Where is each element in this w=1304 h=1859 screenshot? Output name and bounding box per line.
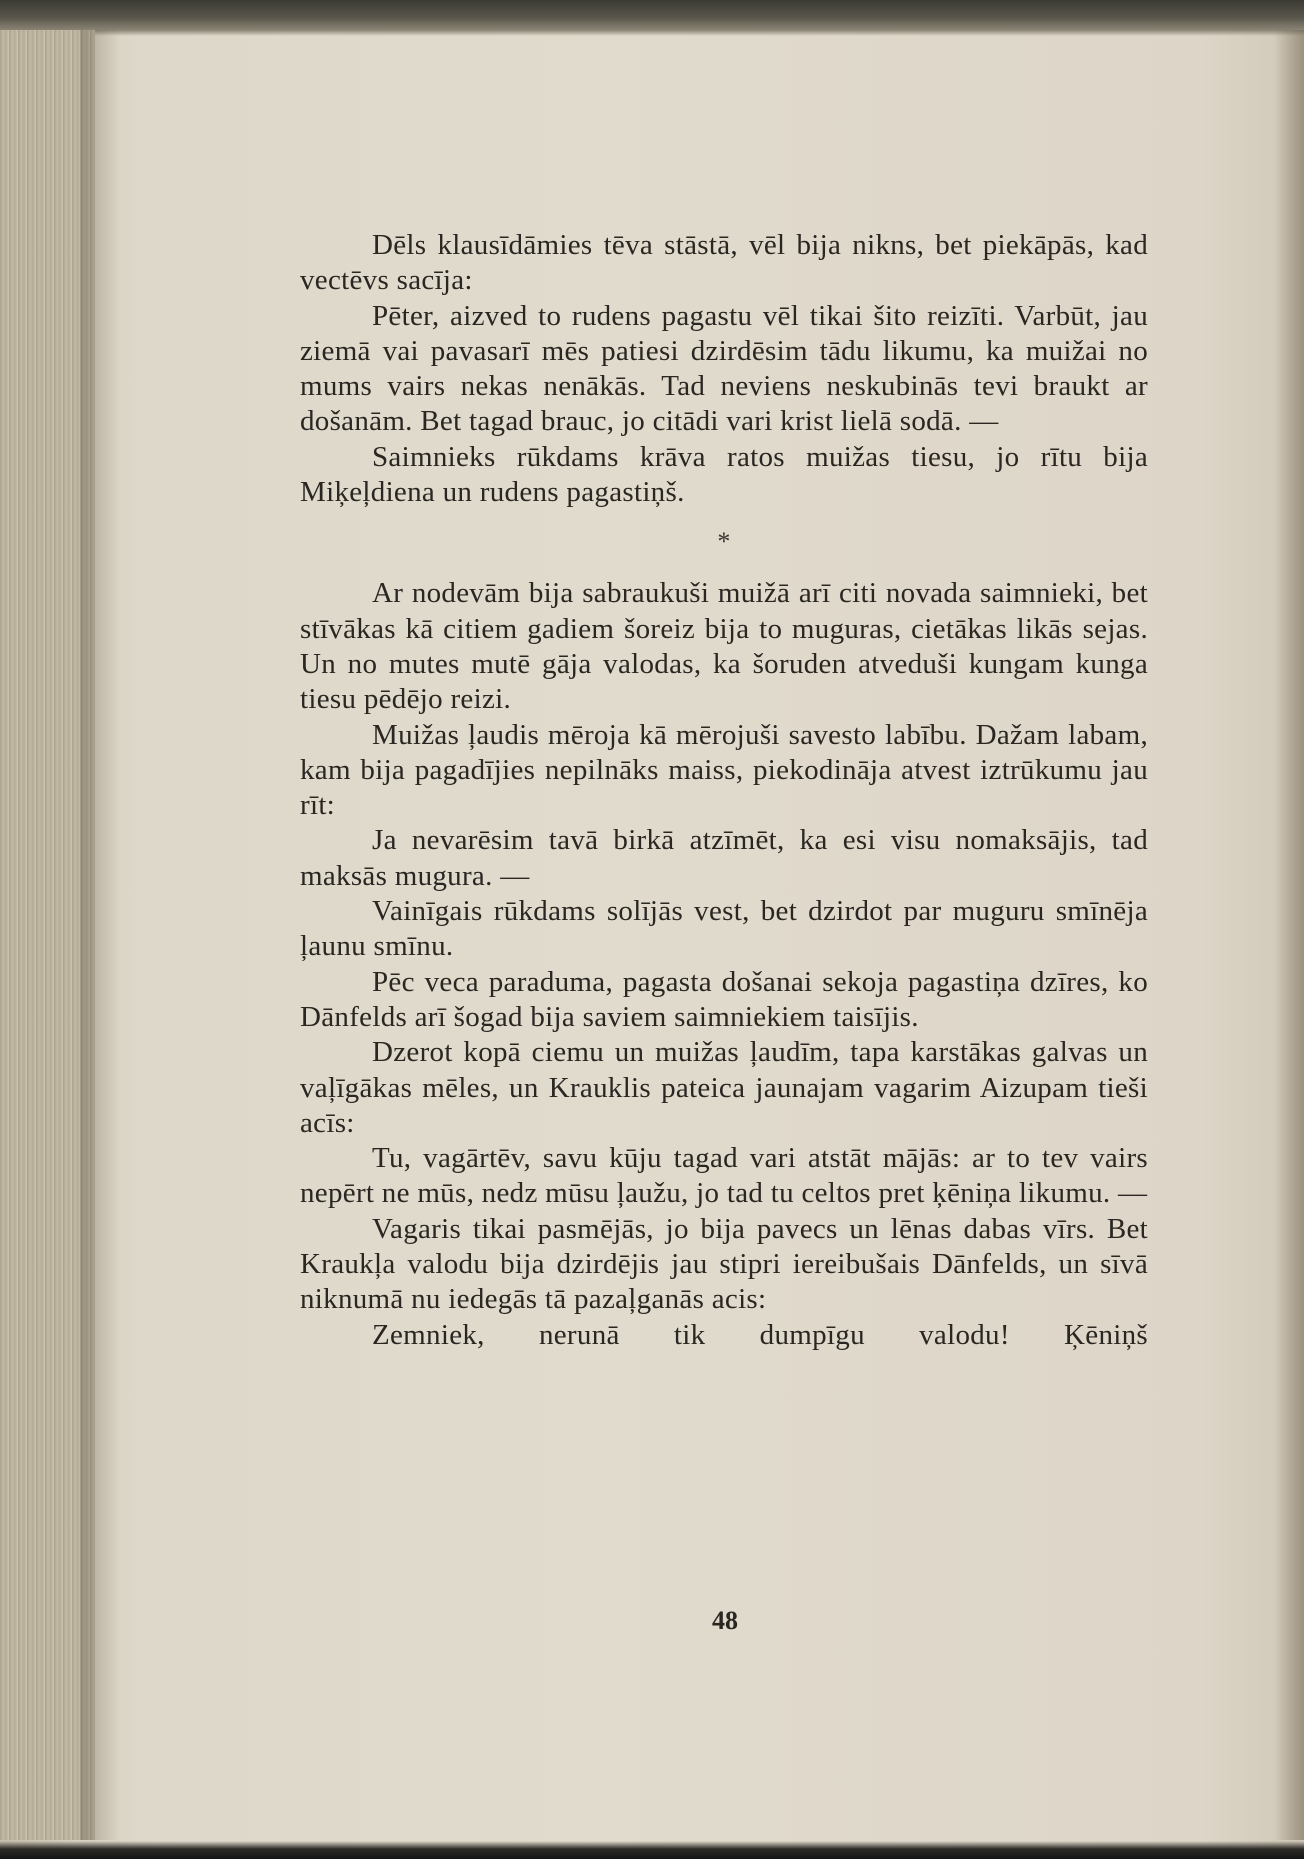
gutter-shadow xyxy=(80,30,120,1840)
section-separator: * xyxy=(717,527,731,557)
paragraph: Zemniek, nerunā tik dumpīgu valodu! Ķēniņš xyxy=(372,1318,1148,1351)
paragraph: Ar nodevām bija sabraukuši muižā arī citi novada saimnieki, bet stīvākas kā citiem gadiem šoreiz bija to muguras, cietākas likās sejas. Un no mutes mutē gāja valodas, ka šoruden atveduši kungam kunga tiesu pēdējo reizi. xyxy=(300,577,1148,716)
page-bottom-edge xyxy=(0,1841,1304,1859)
paragraph: Vagaris tikai pasmējās, jo bija pavecs un lēnas dabas vīrs. Bet Kraukļa valodu bija dzirdējis jau stipri iereibušais Dānfelds, un sīvā niknumā nu iedegās tā pazaļganās acis: xyxy=(300,1212,1148,1316)
text-section-top xyxy=(300,228,1148,510)
paragraph: Pēter, aizved to rudens pagastu vēl tikai šito reizīti. Varbūt, jau ziemā vai pavasarī mēs patiesi dzirdēsim tādu likumu, ka muižai no mums vairs nekas nenākās. Tad neviens neskubinās tevi braukt ar došanām. Bet tagad brauc, jo citādi vari krist lielā sodā. — xyxy=(300,299,1148,438)
paragraph: Tu, vagārtēv, savu kūju tagad vari atstāt mājās: ar to tev vairs nepērt ne mūs, nedz mūsu ļaužu, jo tad tu celtos pret ķēniņa likumu. — xyxy=(300,1142,1148,1210)
body-text xyxy=(300,228,1148,1353)
paragraph: Vainīgais rūkdams solījās vest, bet dzirdot par muguru smīnēja ļaunu smīnu. xyxy=(300,895,1148,963)
page-top-edge xyxy=(0,0,1304,36)
page-right-edge xyxy=(1274,30,1304,1840)
paragraph: Ja nevarēsim tavā birkā atzīmēt, ka esi visu nomaksājis, tad maksās mugura. — xyxy=(300,824,1148,892)
paragraph: Dēls klausīdāmies tēva stāstā, vēl bija nikns, bet piekāpās, kad vectēvs sacīja: xyxy=(300,229,1148,297)
paragraph: Pēc veca paraduma, pagasta došanai sekoja pagastiņa dzīres, ko Dānfelds arī šogad bija saviem saimniekiem taisījis. xyxy=(300,965,1148,1033)
text-section-bottom xyxy=(300,576,1148,1353)
paragraph: Dzerot kopā ciemu un muižas ļaudīm, tapa karstākas galvas un vaļīgākas mēles, un Krauklis pateica jaunajam vagarim Aizupam tieši acīs: xyxy=(300,1036,1148,1139)
paragraph: Muižas ļaudis mēroja kā mērojuši savesto labību. Dažam labam, kam bija pagadījies nepilnāks maiss, piekodināja atvest iztrūkumu jau rīt: xyxy=(300,718,1148,822)
page-number: 48 xyxy=(712,1606,738,1635)
paragraph: Saimnieks rūkdams krāva ratos muižas tiesu, jo rītu bija Miķeļdiena un rudens pagastiņš. xyxy=(300,440,1148,509)
